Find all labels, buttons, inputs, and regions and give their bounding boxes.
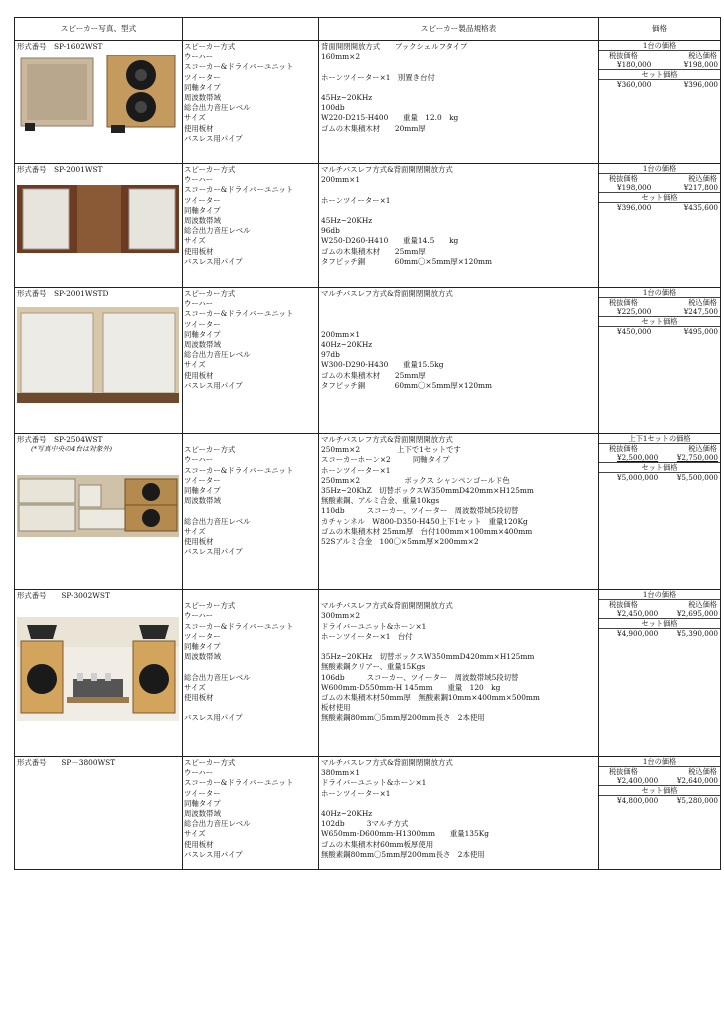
spec-text: 同軸タイプ (184, 82, 221, 92)
spec-text: 97db (321, 350, 340, 360)
spec-text: カチャンネル W800-D350-H450上下1セット 重量120Kg (321, 516, 528, 526)
spec-text: 税抜価格 (609, 51, 638, 60)
spec-text: セット価格 (599, 70, 720, 80)
spec-text: ゴムの木集積木材60mm板厚使用 (321, 839, 434, 849)
spec-text: ドライバーユニット&ホーン×1 (321, 621, 427, 631)
model-number: 形式番号 SP-3002WST (17, 591, 110, 600)
spec-labels (183, 41, 318, 144)
spec-values (319, 590, 598, 723)
spec-text: 総合出力音圧レベル (184, 103, 251, 113)
spec-text (321, 83, 598, 93)
spec-text: ¥5,280,000 (676, 796, 718, 805)
spec-text: 使用板材 (184, 246, 214, 256)
spec-text (184, 662, 318, 672)
spec-labels (183, 288, 318, 391)
spec-text: ¥4,800,000 (617, 796, 659, 805)
spec-text: スピーカー方式 (184, 42, 236, 51)
spec-text: ツイーター (184, 319, 221, 329)
spec-text: ¥2,640,000 (676, 776, 718, 785)
spec-text (321, 642, 598, 652)
spec-text: 総合出力音圧レベル (184, 672, 251, 682)
spec-text: ¥5,390,000 (676, 629, 718, 638)
spec-text: ¥450,000 (617, 327, 652, 336)
spec-text: 使用板材 (184, 839, 214, 849)
spec-text: ¥2,750,000 (676, 453, 718, 462)
spec-text: セット価格 (599, 619, 720, 629)
spec-text: スコーカー&ドライバーユニット (184, 62, 294, 72)
spec-text: 1台の価格 (599, 757, 720, 767)
spec-text: 税込価格 (688, 298, 717, 307)
spec-text: スピーカー方式 (184, 601, 236, 611)
spec-text: 1台の価格 (599, 288, 720, 298)
product-row (15, 288, 721, 434)
spec-text: サイズ (184, 113, 206, 123)
spec-text: サイズ (184, 829, 206, 839)
spec-text: ドライバーユニット&ホーン×1 (321, 778, 427, 788)
spec-text: セット価格 (599, 463, 720, 473)
spec-text: 52Sアルミ合金 100〇×5mm厚×200mm×2 (321, 536, 479, 546)
spec-text (321, 799, 598, 809)
spec-text: ウーハー (184, 299, 214, 309)
spec-text: 無酸素鋼クリアー、重量15Kgs (321, 662, 426, 672)
spec-text: ゴムの木集積木材50mm厚 無酸素鋼10mm×400mm×500mm (321, 692, 540, 702)
spec-text (184, 506, 318, 516)
spec-text: 無酸素鋼、アルミ合金、重量10kgs (321, 496, 440, 506)
spec-text: 100db (321, 103, 345, 113)
spec-text: スコーカーホーン×2 同軸タイプ (321, 455, 450, 465)
spec-text: 無酸素鋼80mm〇5mm厚200mm長さ 2本使用 (321, 713, 485, 723)
spec-text: 周波数帯域 (184, 496, 221, 506)
spec-text: ホーンツイーター×1 台付 (321, 631, 413, 641)
spec-text: サイズ (184, 526, 206, 536)
spec-labels (183, 590, 318, 723)
price-cell (599, 288, 721, 434)
spec-text: 使用板材 (184, 123, 214, 133)
price-cell (599, 590, 721, 757)
spec-text: 160mm×2 (321, 52, 361, 62)
model-number: 形式番号 SP-2504WST (17, 435, 103, 444)
spec-text: マルチバスレフ方式&背面開閉開放方式 (321, 758, 453, 767)
speaker-photo (17, 55, 180, 138)
spec-text: 背面開閉開放方式 ブックシェルフタイプ (321, 42, 468, 51)
spec-text: マルチバスレフ方式&背面開閉開放方式 (321, 165, 453, 174)
speaker-photo (17, 307, 180, 406)
spec-text: 300mm×2 (321, 611, 361, 621)
product-row (15, 590, 721, 757)
spec-text: ¥2,450,000 (617, 609, 659, 618)
spec-values (319, 434, 598, 557)
model-number: 形式番号 SP-1602WST (17, 42, 103, 51)
spec-text: バスレス用パイプ (184, 547, 243, 557)
spec-text (184, 435, 318, 445)
speaker-photo (17, 185, 180, 256)
header-specs: スピーカー製品規格表 (319, 18, 599, 41)
spec-text: ツイーター (184, 195, 221, 205)
spec-text: タフピッチ銅 60mm〇×5mm厚×120mm (321, 256, 493, 266)
spec-text: ¥198,000 (683, 60, 718, 69)
spec-text (321, 206, 598, 216)
spec-text: ゴムの木集積木材 20mm厚 (321, 123, 426, 133)
product-row (15, 164, 721, 288)
spec-text (321, 299, 598, 309)
spec-text: ¥198,000 (617, 183, 652, 192)
spec-values (319, 757, 598, 860)
spec-text: スピーカー方式 (184, 165, 236, 174)
product-row (15, 757, 721, 870)
spec-labels (183, 164, 318, 267)
spec-text: 102db 3マルチ方式 (321, 819, 409, 829)
spec-text: 40Hz~20KHz (321, 808, 373, 818)
spec-text: 40Hz~20KHz (321, 339, 373, 349)
spec-text: 税抜価格 (609, 174, 638, 183)
spec-text: 税抜価格 (609, 444, 638, 453)
spec-text (321, 134, 598, 144)
spec-text: ¥435,600 (683, 203, 718, 212)
spec-text: ¥396,000 (617, 203, 652, 212)
spec-text (321, 547, 598, 557)
spec-text: 1台の価格 (599, 590, 720, 600)
spec-text: 総合出力音圧レベル (184, 226, 251, 236)
header-photo-model: スピーカー写真、型式 (15, 18, 183, 41)
photo-note: (*写真中央の4台は対象外) (31, 445, 112, 454)
spec-text: ¥4,900,000 (617, 629, 659, 638)
header-row (15, 18, 721, 41)
spec-text: ¥2,500,000 (617, 453, 659, 462)
spec-labels (183, 757, 318, 860)
spec-text: サイズ (184, 236, 206, 246)
spec-text: スピーカー方式 (184, 758, 236, 767)
spec-text: W650mm-D600mm-H1300mm 重量135Kg (321, 829, 489, 839)
spec-text: セット価格 (599, 193, 720, 203)
spec-text (321, 591, 598, 601)
spec-text (321, 309, 598, 319)
spec-text (321, 320, 598, 330)
spec-text: スピーカー方式 (184, 289, 236, 298)
spec-table (14, 17, 721, 870)
spec-text: バスレス用パイプ (184, 133, 243, 143)
spec-text: ツイーター (184, 788, 221, 798)
spec-text: 96db (321, 226, 340, 236)
spec-text: スコーカー&ドライバーユニット (184, 309, 294, 319)
header-blank (183, 18, 319, 41)
spec-text: 200mm×1 (321, 175, 361, 185)
spec-text: 使用板材 (184, 536, 214, 546)
spec-text: 同軸タイプ (184, 485, 221, 495)
spec-text (321, 62, 598, 72)
spec-text: ウーハー (184, 768, 214, 778)
spec-text: ¥247,500 (683, 307, 718, 316)
spec-text: バスレス用パイプ (184, 713, 243, 723)
spec-text: バスレス用パイプ (184, 256, 243, 266)
spec-text: 同軸タイプ (184, 641, 221, 651)
spec-text: 無酸素鋼80mm〇5mm厚200mm長さ 2本使用 (321, 849, 485, 859)
spec-text: セット価格 (599, 786, 720, 796)
spec-text: ¥360,000 (617, 80, 652, 89)
spec-text: W220-D215-H400 重量 12.0 kg (321, 113, 459, 123)
spec-text: マルチバスレフ方式&背面開閉開放方式 (321, 289, 453, 298)
spec-text: スコーカー&ドライバーユニット (184, 465, 294, 475)
spec-text: W300-D290-H430 重量15.5kg (321, 360, 444, 370)
spec-text: 税込価格 (688, 174, 717, 183)
spec-text: サイズ (184, 682, 206, 692)
spec-text: ¥5,500,000 (676, 473, 718, 482)
spec-text: バスレス用パイプ (184, 380, 243, 390)
spec-values (319, 164, 598, 267)
spec-text: 同軸タイプ (184, 205, 221, 215)
spec-text: 110db スコーカー、ツイーター 周波数帯域5段切替 (321, 506, 519, 516)
spec-text: スコーカー&ドライバーユニット (184, 185, 294, 195)
spec-text: ¥217,800 (683, 183, 718, 192)
spec-text: ¥495,000 (683, 327, 718, 336)
spec-text: ゴムの木集積木材 25mm厚 (321, 370, 426, 380)
spec-labels (183, 434, 318, 557)
spec-text: 35Hz~20KhZ 切替ボックスW350mmD420mm×H125mm (321, 485, 534, 495)
spec-text: ¥396,000 (683, 80, 718, 89)
price-cell (599, 164, 721, 288)
header-price: 価格 (599, 18, 721, 41)
spec-text: W600mm-D550mm-H 145mm 重量 120 kg (321, 682, 501, 692)
spec-text: 同軸タイプ (184, 329, 221, 339)
spec-text: 45Hz~20KHz (321, 215, 373, 225)
spec-text: ホーンツイーター×1 別置き台付 (321, 72, 435, 82)
spec-text: 250mm×2 上下で1セットです (321, 445, 461, 455)
spec-text: 380mm×1 (321, 768, 361, 778)
spec-text: 税込価格 (688, 51, 717, 60)
spec-text: ¥180,000 (617, 60, 652, 69)
spec-text: 使用板材 (184, 370, 214, 380)
spec-text: ウーハー (184, 175, 214, 185)
spec-text: 周波数帯域 (184, 339, 221, 349)
spec-text: 板材使用 (321, 703, 351, 713)
spec-text: 総合出力音圧レベル (184, 819, 251, 829)
spec-text: ゴムの木集積木材 25mm厚 台付100mm×100mm×400mm (321, 526, 533, 536)
spec-text: 税込価格 (688, 767, 717, 776)
spec-text: ¥5,000,000 (617, 473, 659, 482)
spec-text: 1台の価格 (599, 164, 720, 174)
spec-sheet (14, 17, 720, 870)
spec-text: 税抜価格 (609, 298, 638, 307)
spec-text: ホーンツイーター×1 (321, 195, 391, 205)
spec-text: ¥2,695,000 (676, 609, 718, 618)
spec-text: 250mm×2 ボックス シャンペンゴールド色 (321, 475, 510, 485)
spec-text: 総合出力音圧レベル (184, 516, 251, 526)
spec-text: セット価格 (599, 317, 720, 327)
spec-text: 106db スコーカー、ツイーター 周波数帯域5段切替 (321, 672, 519, 682)
spec-text: 45Hz~20KHz (321, 92, 373, 102)
spec-text: 1台の価格 (599, 41, 720, 51)
price-cell (599, 41, 721, 164)
spec-text: スコーカー&ドライバーユニット (184, 621, 294, 631)
spec-text: ¥225,000 (617, 307, 652, 316)
spec-text: ツイーター (184, 72, 221, 82)
spec-text: 税抜価格 (609, 600, 638, 609)
product-row (15, 41, 721, 164)
spec-text (184, 703, 318, 713)
spec-text: バスレス用パイプ (184, 849, 243, 859)
spec-text (321, 185, 598, 195)
spec-text: スピーカー方式 (184, 445, 236, 455)
price-cell (599, 757, 721, 870)
spec-text: ゴムの木集積木材 25mm厚 (321, 246, 426, 256)
spec-text: 税抜価格 (609, 767, 638, 776)
spec-text: 周波数帯域 (184, 92, 221, 102)
spec-text: 周波数帯域 (184, 215, 221, 225)
speaker-photo (17, 475, 180, 540)
spec-text: スコーカー&ドライバーユニット (184, 778, 294, 788)
model-number: 形式番号 SP-2001WST (17, 165, 103, 174)
spec-text: タフピッチ銅 60mm〇×5mm厚×120mm (321, 380, 493, 390)
spec-text: サイズ (184, 360, 206, 370)
spec-text: 35Hz~20KHz 切替ボックスW350mmD420mm×H125mm (321, 652, 535, 662)
spec-text: 税込価格 (688, 444, 717, 453)
spec-text: 使用板材 (184, 692, 214, 702)
spec-text: マルチバスレフ方式&背面開閉開放方式 (321, 435, 453, 444)
price-cell (599, 434, 721, 590)
spec-text: ツイーター (184, 631, 221, 641)
spec-text: 上下1セットの価格 (599, 434, 720, 444)
spec-text: 周波数帯域 (184, 808, 221, 818)
spec-text: 税込価格 (688, 600, 717, 609)
speaker-photo (17, 617, 180, 724)
spec-text: マルチバスレフ方式&背面開閉開放方式 (321, 601, 453, 611)
model-number: 形式番号 SP-2001WSTD (17, 289, 109, 298)
spec-text: ツイーター (184, 475, 221, 485)
product-row (15, 434, 721, 590)
spec-text: ¥2,400,000 (617, 776, 659, 785)
spec-text: ウーハー (184, 611, 214, 621)
spec-text: ウーハー (184, 455, 214, 465)
spec-text: ホーンツイーター×1 (321, 465, 391, 475)
spec-text: ウーハー (184, 52, 214, 62)
spec-values (319, 41, 598, 144)
spec-text (184, 591, 318, 601)
spec-text: 総合出力音圧レベル (184, 350, 251, 360)
spec-text: ホーンツイーター×1 (321, 788, 391, 798)
spec-text: 200mm×1 (321, 329, 361, 339)
spec-values (319, 288, 598, 391)
spec-text: W250-D260-H410 重量14.5 kg (321, 236, 459, 246)
model-number: 形式番号 SP－3800WST (17, 758, 116, 767)
spec-text: 周波数帯域 (184, 652, 221, 662)
spec-text: 同軸タイプ (184, 798, 221, 808)
